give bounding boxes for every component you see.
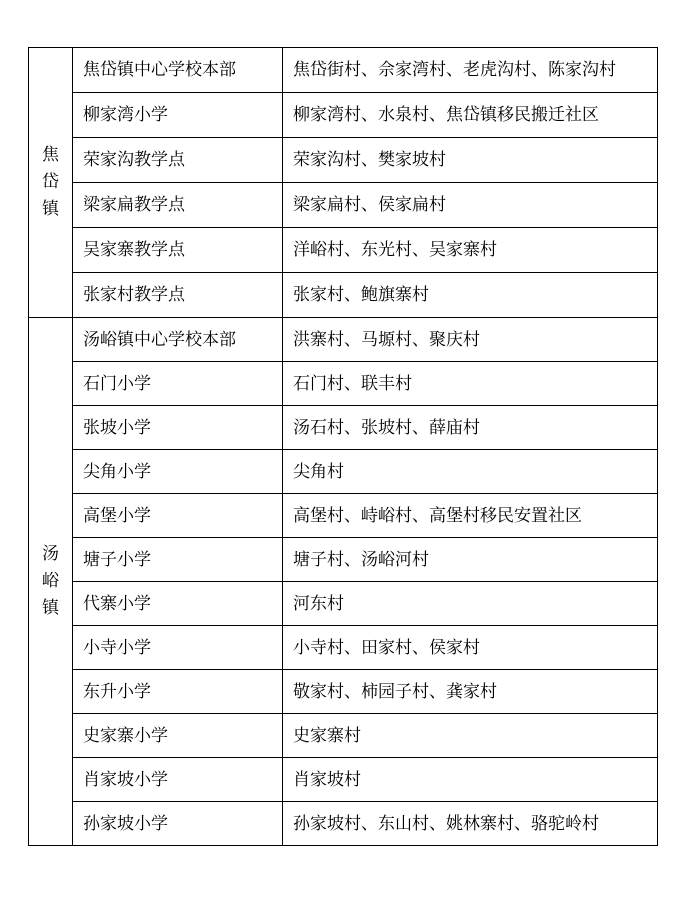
- service-area: 敬家村、柿园子村、龚家村: [283, 670, 658, 714]
- service-area: 张家村、鲍旗寨村: [283, 273, 658, 318]
- service-area: 荣家沟村、樊家坡村: [283, 138, 658, 183]
- table-row: [29, 758, 658, 802]
- table-row: [29, 670, 658, 714]
- service-area: 塘子村、汤峪河村: [283, 538, 658, 582]
- school-name: 塘子小学: [73, 538, 283, 582]
- school-name: 张坡小学: [73, 406, 283, 450]
- school-district-table: [28, 47, 658, 846]
- table-row: [29, 406, 658, 450]
- school-name: 吴家寨教学点: [73, 228, 283, 273]
- service-area: 小寺村、田家村、侯家村: [283, 626, 658, 670]
- school-name: 石门小学: [73, 362, 283, 406]
- school-name: 高堡小学: [73, 494, 283, 538]
- table-row: [29, 362, 658, 406]
- town-cell: [29, 318, 73, 846]
- table-row: [29, 183, 658, 228]
- service-area: 柳家湾村、水泉村、焦岱镇移民搬迁社区: [283, 93, 658, 138]
- table-row: [29, 582, 658, 626]
- school-name: 孙家坡小学: [73, 802, 283, 846]
- table-row: [29, 273, 658, 318]
- school-name: 荣家沟教学点: [73, 138, 283, 183]
- school-name: 尖角小学: [73, 450, 283, 494]
- table-row: [29, 802, 658, 846]
- town-name: 汤峪镇: [42, 544, 59, 618]
- service-area: 石门村、联丰村: [283, 362, 658, 406]
- table-body: [29, 48, 658, 846]
- service-area: 高堡村、峙峪村、高堡村移民安置社区: [283, 494, 658, 538]
- service-area: 尖角村: [283, 450, 658, 494]
- table-row: [29, 228, 658, 273]
- town-cell: [29, 48, 73, 318]
- school-name: 汤峪镇中心学校本部: [73, 318, 283, 362]
- table-row: [29, 494, 658, 538]
- service-area: 汤石村、张坡村、薛庙村: [283, 406, 658, 450]
- service-area: 河东村: [283, 582, 658, 626]
- table-row: [29, 626, 658, 670]
- service-area: 梁家扁村、侯家扁村: [283, 183, 658, 228]
- school-name: 东升小学: [73, 670, 283, 714]
- school-name: 张家村教学点: [73, 273, 283, 318]
- service-area: 焦岱街村、佘家湾村、老虎沟村、陈家沟村: [283, 48, 658, 93]
- table-row: [29, 450, 658, 494]
- town-name: 焦岱镇: [42, 145, 59, 219]
- table-row: [29, 318, 658, 362]
- service-area: 肖家坡村: [283, 758, 658, 802]
- table-row: [29, 138, 658, 183]
- school-name: 焦岱镇中心学校本部: [73, 48, 283, 93]
- service-area: 洋峪村、东光村、吴家寨村: [283, 228, 658, 273]
- service-area: 洪寨村、马塬村、聚庆村: [283, 318, 658, 362]
- table-row: [29, 714, 658, 758]
- service-area: 史家寨村: [283, 714, 658, 758]
- school-name: 小寺小学: [73, 626, 283, 670]
- table-row: [29, 48, 658, 93]
- service-area: 孙家坡村、东山村、姚林寨村、骆驼岭村: [283, 802, 658, 846]
- school-name: 肖家坡小学: [73, 758, 283, 802]
- school-name: 史家寨小学: [73, 714, 283, 758]
- school-name: 代寨小学: [73, 582, 283, 626]
- school-name: 梁家扁教学点: [73, 183, 283, 228]
- table-row: [29, 93, 658, 138]
- school-name: 柳家湾小学: [73, 93, 283, 138]
- table-row: [29, 538, 658, 582]
